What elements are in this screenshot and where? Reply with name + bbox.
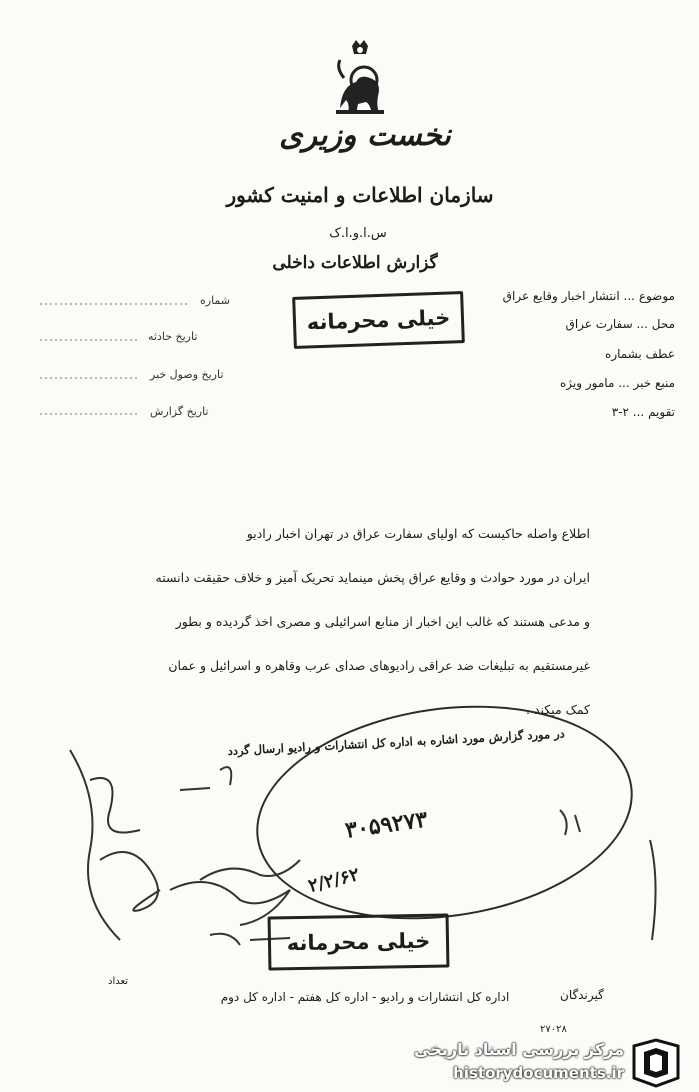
body-line: کمک میکند . <box>526 702 590 717</box>
top-secret-stamp: خیلی محرمانه <box>292 291 465 349</box>
meta-label: عطف بشماره <box>605 347 675 361</box>
recipient-offices: اداره کل انتشارات و رادیو - اداره کل هفتم - اداره کل دوم <box>220 990 510 1004</box>
meta-label: تقویم <box>648 405 675 419</box>
report-type: گزارش اطلاعات داخلی <box>272 253 438 273</box>
circled-number: ۳۰۵۹۲۷۳ <box>343 806 430 844</box>
meta-value: مامور ویژه <box>560 376 615 390</box>
header-title: نخست وزیری <box>279 118 451 153</box>
watermark-persian: مرکز بررسی اسناد تاریخی <box>414 1040 624 1059</box>
meta-value: ۲-۳ <box>611 405 629 419</box>
circled-date: ۲/۲/۶۲ <box>306 864 362 897</box>
lion-and-sun-emblem-icon <box>330 38 390 118</box>
meta-number-label: شماره <box>200 294 231 307</box>
body-line: و مدعی هستند که غالب این اخبار از منابع اسرائیلی و مصری اخذ گردیده و بطور <box>175 614 590 629</box>
meta-reference <box>605 347 675 361</box>
meta-value: انتشار اخبار وقایع عراق <box>502 289 620 303</box>
body-line: اطلاع واصله حاکیست که اولیای سفارت عراق در تهران اخبار رادیو <box>246 526 590 541</box>
header-code: س.ا.و.ا.ک <box>329 226 387 241</box>
recipients-label: گیرندگان <box>560 988 604 1002</box>
meta-value: سفارت عراق <box>565 317 633 331</box>
footer-code: ۲۷۰۲۸ <box>540 1024 567 1035</box>
body-line: غیرمستقیم به تبلیغات ضد عراقی رادیوهای صدای عرب وقاهره و اسرائیل و عمان <box>168 658 590 673</box>
header-organization: سازمان اطلاعات و امنیت کشور <box>226 183 494 207</box>
meta-label: منبع خبر <box>633 376 675 390</box>
body-line: ایران در مورد حوادث و وقایع عراق پخش مینماید تحریک آمیز و خلاف حقیقت دانسته <box>155 570 590 585</box>
meta-label: محل <box>651 317 675 331</box>
watermark-url: historydocuments.ir <box>453 1064 624 1082</box>
handwritten-note: در مورد گزارش مورد اشاره به اداره کل انتشارات و رادیو ارسال گردد <box>227 726 566 759</box>
meta-receipt-date-label: تاریخ وصول خبر <box>150 368 224 381</box>
report-body <box>90 512 590 732</box>
top-secret-stamp-bottom: خیلی محرمانه <box>268 913 450 970</box>
meta-label: موضوع <box>638 289 675 303</box>
meta-evaluation: تقویم ... ۲-۳ <box>611 405 675 419</box>
meta-subject: موضوع ... انتشار اخبار وقایع عراق <box>502 289 675 303</box>
copies-label: تعداد <box>108 976 129 987</box>
meta-source: منبع خبر ... مامور ویژه <box>560 376 675 390</box>
archive-logo-icon <box>630 1038 682 1088</box>
meta-report-date-label: تاریخ گزارش <box>150 405 209 418</box>
meta-event-date-label: تاریخ حادثه <box>148 330 198 343</box>
form-lines <box>40 296 240 426</box>
meta-location: محل ... سفارت عراق <box>565 317 675 331</box>
